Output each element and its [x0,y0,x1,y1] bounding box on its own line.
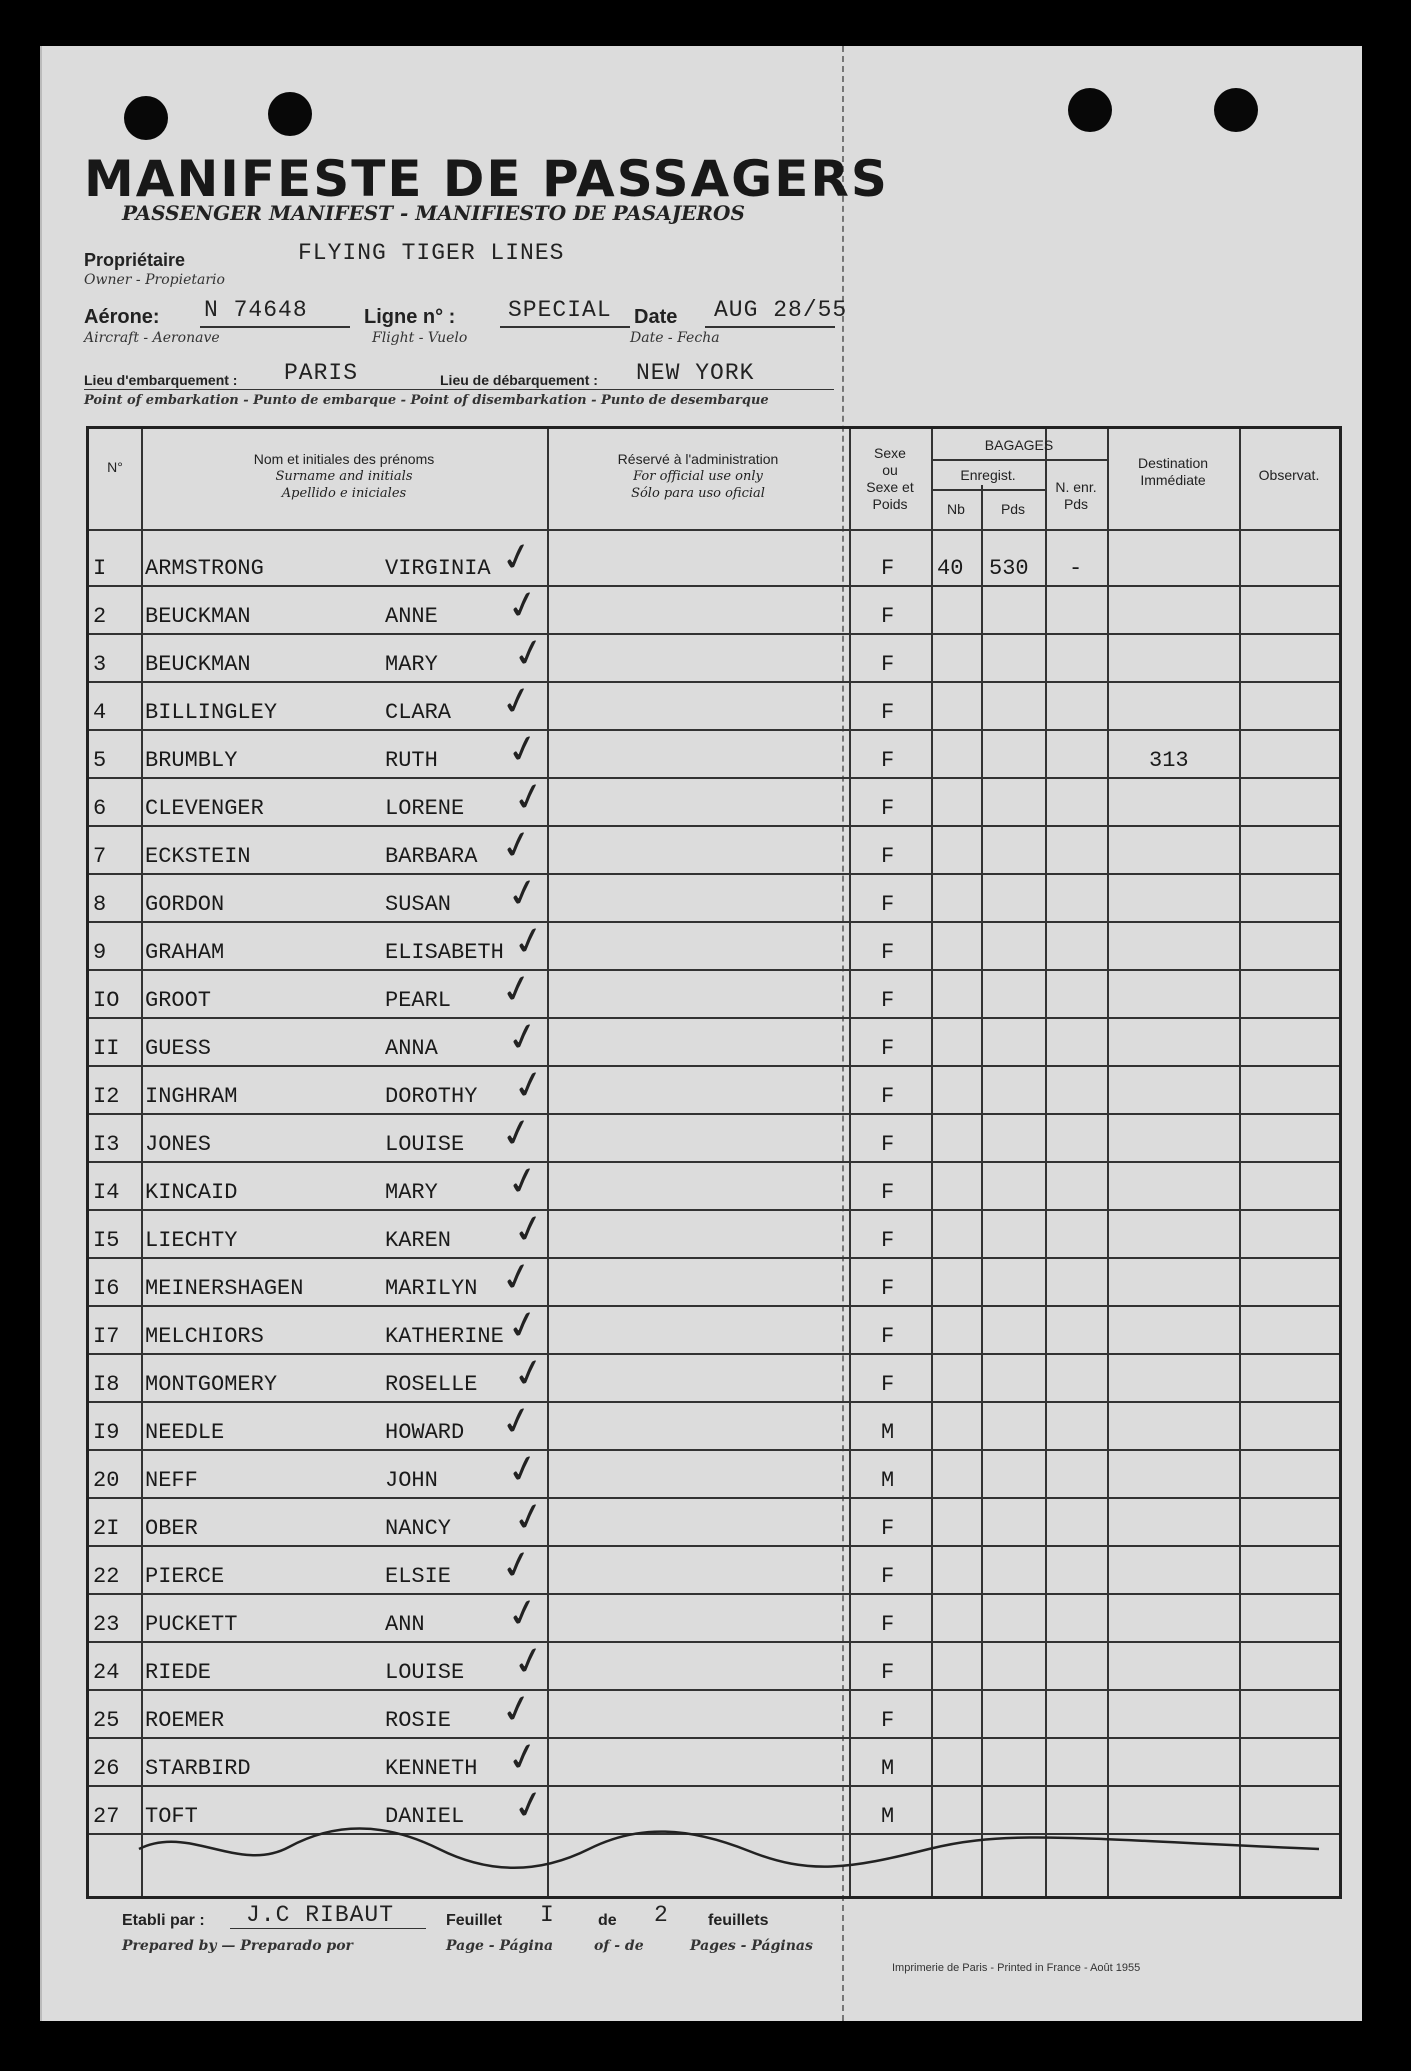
surname-cell: ECKSTEIN [145,844,251,869]
baggage-weight-cell: 530 [989,556,1029,581]
row-number: 23 [93,1612,120,1637]
punch-hole [1068,88,1112,132]
row-number: I7 [93,1324,120,1349]
row-number: 2 [93,604,107,629]
sheet-label: Feuillet [446,1912,503,1929]
table-row [89,1254,1339,1307]
sex-cell: F [881,1516,895,1541]
row-number: I2 [93,1084,120,1109]
row-number: IO [93,988,120,1013]
surname-cell: TOFT [145,1804,198,1829]
surname-cell: ARMSTRONG [145,556,264,581]
aircraft-underline [200,326,350,328]
unregistered-weight-cell: - [1069,556,1083,581]
surname-cell: MEINERSHAGEN [145,1276,304,1301]
firstname-cell: SUSAN [385,892,452,917]
firstname-cell: BARBARA [385,844,478,869]
table-row [89,822,1339,875]
check-mark-icon: ✓ [497,1542,537,1590]
sex-cell: F [881,1180,895,1205]
sex-cell: M [881,1804,895,1829]
surname-cell: GRAHAM [145,940,225,965]
check-mark-icon: ✓ [497,678,537,726]
embark-value: PARIS [284,360,359,386]
date-value: AUG 28/55 [714,297,848,323]
sheet-sub: Page - Página [446,1938,554,1954]
check-mark-icon: ✓ [503,1446,543,1494]
flight-sub: Flight - Vuelo [372,330,468,346]
sex-cell: F [881,1708,895,1733]
check-mark-icon: ✓ [503,726,543,774]
check-mark-icon: ✓ [503,870,543,918]
row-number: I4 [93,1180,120,1205]
sex-cell: F [881,1612,895,1637]
date-label: Date [634,306,678,328]
of-value: 2 [654,1902,669,1928]
sex-cell: F [881,1324,895,1349]
col-obs-header: Observat. [1258,467,1320,483]
row-number: 2I [93,1516,120,1541]
col-bagages-header: BAGAGES [984,437,1054,453]
owner-label: Propriétaire [84,250,186,270]
surname-cell: NEEDLE [145,1420,225,1445]
row-number: I6 [93,1276,120,1301]
row-number: 26 [93,1756,120,1781]
sex-cell: F [881,988,895,1013]
row-number: 4 [93,700,107,725]
surname-cell: GROOT [145,988,212,1013]
surname-cell: BEUCKMAN [145,652,251,677]
table-row [89,1302,1339,1355]
surname-cell: RIEDE [145,1660,212,1685]
punch-hole [124,96,168,140]
table-row [89,1542,1339,1595]
firstname-cell: LOUISE [385,1132,465,1157]
table-row [89,678,1339,731]
sex-cell: F [881,1660,895,1685]
sex-cell: F [881,1132,895,1157]
col-nenr-header: N. enr. Pds [1055,479,1097,512]
sex-cell: F [881,1084,895,1109]
surname-cell: PIERCE [145,1564,225,1589]
table-row [89,726,1339,779]
sex-cell: F [881,604,895,629]
owner-value: FLYING TIGER LINES [298,240,565,266]
flight-value: SPECIAL [508,297,612,323]
owner-sub: Owner - Propietario [84,272,225,288]
sex-cell: F [881,1036,895,1061]
surname-cell: BRUMBLY [145,748,238,773]
of-sub: of - de [594,1938,644,1954]
check-mark-icon: ✓ [509,1494,549,1542]
table-row [89,1398,1339,1451]
table-row [89,1206,1339,1259]
points-sub: Point of embarkation - Punto de embarque - Point of disembarkation - Punto de desembarque [84,393,769,408]
col-no-header: N° [107,459,123,475]
end-of-list-squiggle [129,1819,1329,1879]
punch-hole [268,92,312,136]
check-mark-icon: ✓ [503,582,543,630]
firstname-cell: CLARA [385,700,452,725]
destination-cell: 313 [1149,748,1189,773]
table-row [89,1638,1339,1691]
row-number: I3 [93,1132,120,1157]
sex-cell: F [881,1372,895,1397]
firstname-cell: RUTH [385,748,438,773]
header-divider [89,529,1339,531]
table-row [89,1446,1339,1499]
surname-cell: BILLINGLEY [145,700,278,725]
firstname-cell: LOUISE [385,1660,465,1685]
sheet-value: I [540,1902,555,1928]
row-number: 27 [93,1804,120,1829]
check-mark-icon: ✓ [503,1590,543,1638]
row-number: I [93,556,107,581]
pages-sub: Pages - Páginas [690,1938,813,1954]
surname-cell: ROEMER [145,1708,225,1733]
firstname-cell: MARY [385,652,438,677]
surname-cell: OBER [145,1516,198,1541]
prepared-value: J.C RIBAUT [246,1902,395,1928]
surname-cell: CLEVENGER [145,796,264,821]
col-name-header: Nom et initiales des prénoms Surname and initials Apellido e iniciales [253,451,435,501]
passenger-table [86,426,1342,1899]
check-mark-icon: ✓ [509,918,549,966]
row-number: II [93,1036,120,1061]
prepared-label: Etabli par : [122,1912,205,1929]
firstname-cell: ROSELLE [385,1372,478,1397]
firstname-cell: MARILYN [385,1276,478,1301]
firstname-cell: KENNETH [385,1756,478,1781]
surname-cell: BEUCKMAN [145,604,251,629]
table-row [89,1350,1339,1403]
firstname-cell: ROSIE [385,1708,452,1733]
firstname-cell: HOWARD [385,1420,465,1445]
row-number: 3 [93,652,107,677]
check-mark-icon: ✓ [509,1206,549,1254]
col-dest-header: Destination Immédiate [1137,455,1209,488]
table-row [89,774,1339,827]
check-mark-icon: ✓ [503,1734,543,1782]
check-mark-icon: ✓ [503,1302,543,1350]
check-mark-icon: ✓ [497,534,537,582]
row-number: I8 [93,1372,120,1397]
sex-cell: F [881,796,895,821]
col-admin-header: Réservé à l'administration For official use only Sólo para uso oficial [617,451,779,501]
table-row [89,534,1339,587]
printer-note: Imprimerie de Paris - Printed in France - Août 1955 [892,1962,1141,1974]
surname-cell: GORDON [145,892,225,917]
sex-cell: F [881,1564,895,1589]
row-number: 7 [93,844,107,869]
firstname-cell: DANIEL [385,1804,465,1829]
sex-cell: F [881,700,895,725]
check-mark-icon: ✓ [497,1686,537,1734]
table-row [89,918,1339,971]
row-number: 5 [93,748,107,773]
sex-cell: M [881,1468,895,1493]
embark-underline [84,389,834,390]
firstname-cell: JOHN [385,1468,438,1493]
sex-cell: F [881,1228,895,1253]
row-number: 6 [93,796,107,821]
firstname-cell: PEARL [385,988,452,1013]
aircraft-label: Aérone: [84,306,160,328]
col-enregist-header: Enregist. [960,467,1016,483]
flight-label: Ligne n° : [364,306,456,328]
surname-cell: KINCAID [145,1180,238,1205]
document-title: MANIFESTE DE PASSAGERS [84,150,889,208]
of-label: de [598,1912,617,1929]
table-row [89,1590,1339,1643]
sex-cell: M [881,1420,895,1445]
firstname-cell: DOROTHY [385,1084,478,1109]
row-number: I5 [93,1228,120,1253]
firstname-cell: VIRGINIA [385,556,491,581]
row-number: 8 [93,892,107,917]
table-row [89,1158,1339,1211]
sex-cell: F [881,1276,895,1301]
table-row [89,1014,1339,1067]
enregist-divider [931,489,1045,491]
disembark-value: NEW YORK [636,360,755,386]
firstname-cell: LORENE [385,796,465,821]
surname-cell: JONES [145,1132,212,1157]
bagages-divider [931,459,1107,461]
disembark-label: Lieu de débarquement : [440,372,598,388]
firstname-cell: MARY [385,1180,438,1205]
flight-underline [500,326,630,328]
sex-cell: F [881,844,895,869]
row-number: 20 [93,1468,120,1493]
sex-cell: F [881,940,895,965]
row-number: 22 [93,1564,120,1589]
firstname-cell: NANCY [385,1516,452,1541]
row-number: 24 [93,1660,120,1685]
sex-cell: F [881,652,895,677]
sheets-label: feuillets [708,1912,769,1929]
baggage-count-cell: 40 [937,556,964,581]
firstname-cell: ELSIE [385,1564,452,1589]
row-number: 9 [93,940,107,965]
surname-cell: NEFF [145,1468,198,1493]
row-number: 25 [93,1708,120,1733]
col-nb-header: Nb [947,501,965,517]
check-mark-icon: ✓ [497,966,537,1014]
check-mark-icon: ✓ [497,1398,537,1446]
surname-cell: PUCKETT [145,1612,238,1637]
check-mark-icon: ✓ [509,774,549,822]
surname-cell: MELCHIORS [145,1324,264,1349]
embark-label: Lieu d'embarquement : [84,372,238,388]
sex-cell: F [881,748,895,773]
table-row [89,1734,1339,1787]
check-mark-icon: ✓ [497,822,537,870]
date-underline [705,326,835,328]
date-sub: Date - Fecha [630,330,720,346]
sex-cell: F [881,892,895,917]
col-pds-header: Pds [1000,501,1026,517]
aircraft-value: N 74648 [204,297,308,323]
firstname-cell: KATHERINE [385,1324,504,1349]
col-sex-header: Sexe ou Sexe et Poids [866,445,914,512]
check-mark-icon: ✓ [509,1638,549,1686]
check-mark-icon: ✓ [503,1158,543,1206]
check-mark-icon: ✓ [497,1254,537,1302]
row-number: I9 [93,1420,120,1445]
check-mark-icon: ✓ [509,1782,549,1830]
firstname-cell: KAREN [385,1228,452,1253]
table-row [89,966,1339,1019]
table-row [89,1494,1339,1547]
surname-cell: STARBIRD [145,1756,251,1781]
table-row [89,630,1339,683]
check-mark-icon: ✓ [497,1110,537,1158]
firstname-cell: ANNA [385,1036,438,1061]
prepared-sub: Prepared by — Preparado por [122,1938,353,1954]
document-subtitle: PASSENGER MANIFEST - MANIFIESTO DE PASAJEROS [122,201,745,225]
surname-cell: MONTGOMERY [145,1372,278,1397]
punch-hole [1214,88,1258,132]
table-row [89,1062,1339,1115]
firstname-cell: ELISABETH [385,940,504,965]
sex-cell: F [881,556,895,581]
prepared-underline [230,1928,426,1929]
table-row [89,1686,1339,1739]
check-mark-icon: ✓ [509,1062,549,1110]
surname-cell: GUESS [145,1036,212,1061]
check-mark-icon: ✓ [509,1350,549,1398]
table-row [89,1110,1339,1163]
table-row [89,870,1339,923]
sex-cell: M [881,1756,895,1781]
firstname-cell: ANN [385,1612,425,1637]
aircraft-sub: Aircraft - Aeronave [84,330,220,346]
firstname-cell: ANNE [385,604,438,629]
check-mark-icon: ✓ [503,1014,543,1062]
surname-cell: INGHRAM [145,1084,238,1109]
surname-cell: LIECHTY [145,1228,238,1253]
check-mark-icon: ✓ [509,630,549,678]
table-row [89,582,1339,635]
